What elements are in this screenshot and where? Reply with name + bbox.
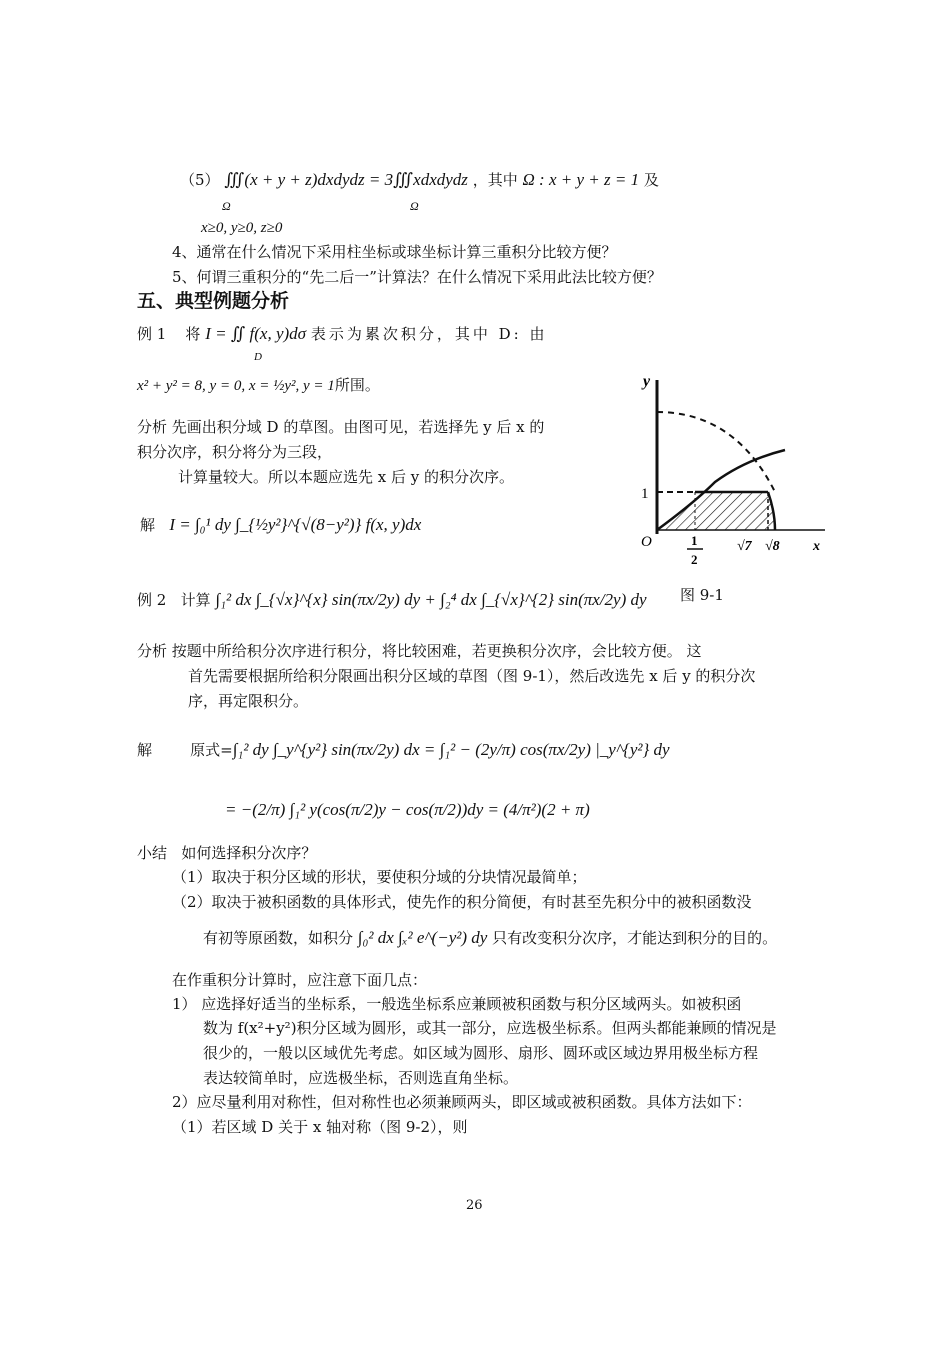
fig-origin-label: O — [641, 534, 652, 550]
fig-x-label: x — [813, 539, 820, 554]
figure-9-1 — [625, 372, 830, 572]
question-4: 4、通常在什么情况下采用柱坐标或球坐标计算三重积分比较方便？ — [172, 243, 617, 261]
note-1-line-4: 表达较简单时，应选极坐标，否则选直角坐标。 — [203, 1069, 519, 1087]
notes-intro: 在作重积分计算时，应注意下面几点： — [172, 971, 428, 989]
summary-p3-text-a: 有初等原函数，如积分 — [203, 929, 354, 947]
q5-domain-sub-1: Ω — [222, 199, 231, 213]
figure-caption: 图 9-1 — [680, 586, 724, 604]
q5-formula: ∭(x + y + z)dxdydz = 3∭xdxdydz — [224, 170, 468, 189]
note-2: 2）应尽量利用对称性，但对称性也必须兼顾两头，即区域或被积函数。具体方法如下： — [172, 1093, 752, 1111]
summary-point-1: （1）取决于积分区域的形状，要使积分域的分块情况最简单； — [172, 868, 587, 886]
fig-tick-half-num: 1 — [691, 533, 698, 548]
ex1-solution: I = ∫₀¹ dy ∫_{½y²}^{√(8−y²)} f(x, y)dx — [169, 515, 422, 534]
note-1-line-1: 1） 应选择好适当的坐标系，一般选坐标系应兼顾被积函数与积分区域两头。如被积函 — [172, 995, 742, 1013]
q5-domain-sub-2: Ω — [410, 199, 419, 213]
page-number: 26 — [466, 1198, 483, 1213]
fig-tick-sqrt7: √7 — [737, 539, 752, 554]
summary-label: 小结 — [137, 844, 168, 862]
summary-point-3 — [203, 928, 777, 948]
ex2-text: 计算 — [180, 591, 211, 609]
ex2-line — [137, 590, 647, 610]
ex2-analysis-2: 首先需要根据所给积分限画出积分区域的草图（图 9-1），然后改选先 x 后 y 的积分次 — [188, 667, 756, 685]
summary-p3-text-b: 只有改变积分次序，才能达到积分的目的。 — [492, 929, 778, 947]
ex2-analysis-3: 序，再定限积分。 — [188, 692, 309, 710]
note-1-line-2: 数为 f(x²+y²)积分区域为圆形，或其一部分，应选极坐标系。但两头都能兼顾的情况是 — [203, 1019, 777, 1037]
q5-line — [180, 170, 659, 190]
section-title: 五、典型例题分析 — [137, 290, 290, 312]
fig-tick-half-den: 2 — [691, 552, 698, 567]
ex1-solution-label: 解 — [140, 516, 156, 534]
ex1-line — [137, 324, 547, 344]
ex1-analysis-2: 积分次序，积分将分为三段， — [137, 443, 333, 461]
ex1-bounds-line — [137, 375, 380, 396]
summary-line — [137, 843, 316, 863]
q5-label: （5） — [180, 171, 220, 189]
q5-where: ，其中 — [472, 171, 518, 189]
ex2-analysis-1: 分析 按题中所给积分次序进行积分，将比较困难，若更换积分次序，会比较方便。 这 — [137, 642, 702, 660]
note-1-line-3: 很少的，一般以区域优先考虑。如区域为圆形、扇形、圆环或区域边界用极坐标方程 — [203, 1044, 759, 1062]
summary-p3-integral: ∫₀² dx ∫ₓ² e^(−y²) dy — [357, 928, 488, 947]
q5-and: 及 — [643, 171, 659, 189]
ex1-bounds: x² + y² = 8, y = 0, x = ½y², y = 1 — [137, 378, 335, 394]
ex2-solution-step-2: = −(2/π) ∫₁² y(cos(π/2)y − cos(π/2))dy = (4/π²)(2 + π) — [225, 800, 590, 819]
q5-nonneg-condition: x≥0, y≥0, z≥0 — [201, 220, 283, 236]
fig-tick-y1: 1 — [641, 486, 649, 502]
shaded-region — [657, 492, 775, 530]
ex1-text-b: 表示为累次积分，其中 D: 由 — [310, 325, 548, 343]
summary-question: 如何选择积分次序？ — [181, 844, 317, 862]
ex1-label: 例 1 — [137, 325, 167, 343]
ex1-bounds-tail: 所围。 — [334, 376, 380, 394]
ex2-integral: ∫₁² dx ∫_{√x}^{x} sin(πx/2y) dy + ∫₂⁴ dx ∫_{√x}^{2} sin(πx/2y) dy — [215, 590, 647, 609]
fig-y-label: y — [643, 373, 651, 390]
fig-tick-sqrt8: √8 — [765, 539, 780, 554]
ex2-solution-label: 解 — [137, 741, 153, 759]
ex1-domain-sub: D — [254, 351, 262, 363]
ex1-solution-line — [140, 515, 421, 535]
ex1-text-a: 将 — [185, 325, 201, 343]
ex2-solution-prefix: 原式= — [190, 741, 233, 759]
ex2-solution-step-1: ∫₁² dy ∫_y^{y²} sin(πx/2y) dx = ∫₁² − (2y/π) cos(πx/2y) |_y^{y²} dy — [232, 740, 670, 759]
note-3: （1）若区域 D 关于 x 轴对称（图 9-2），则 — [172, 1118, 468, 1136]
ex1-analysis-3: 计算量较大。所以本题应选先 x 后 y 的积分次序。 — [178, 468, 515, 486]
ex1-integral: I = ∬ f(x, y)dσ — [205, 324, 307, 343]
summary-point-2: （2）取决于被积函数的具体形式，使先作的积分简便，有时甚至先积分中的被积函数没 — [172, 893, 752, 911]
question-5: 5、何谓三重积分的“先二后一”计算法？在什么情况下采用此法比较方便？ — [172, 268, 662, 286]
q5-condition: Ω : x + y + z = 1 — [522, 170, 640, 189]
ex1-analysis-1: 分析 先画出积分域 D 的草图。由图可见，若选择先 y 后 x 的 — [137, 418, 545, 436]
ex2-label: 例 2 — [137, 591, 167, 609]
ex2-solution-line-1 — [137, 740, 670, 760]
